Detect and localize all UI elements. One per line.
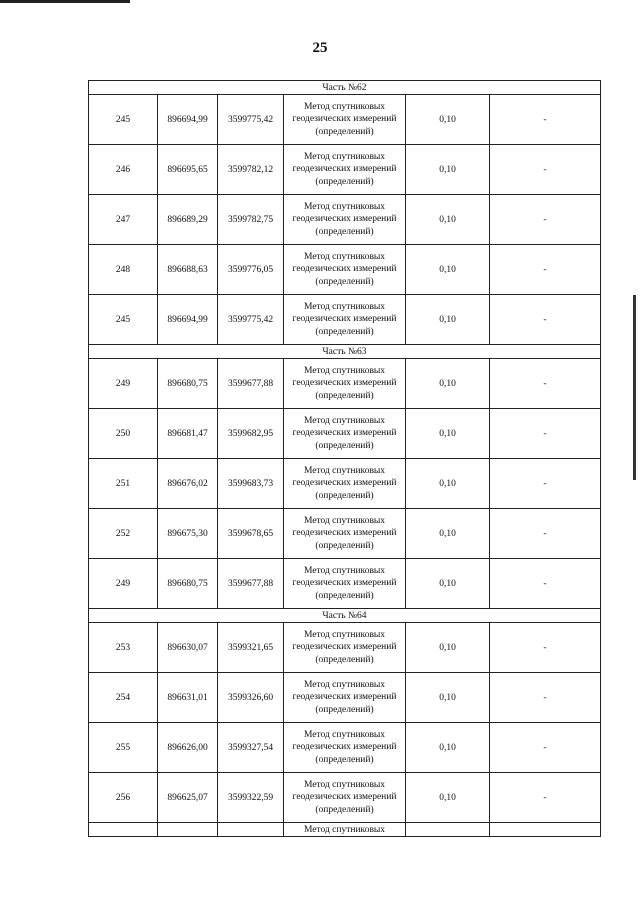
accuracy-cell: 0,10 [406, 195, 490, 245]
y-coordinate-cell: 3599782,75 [218, 195, 284, 245]
point-number-cell: 254 [89, 673, 158, 723]
empty-cell [490, 823, 601, 837]
accuracy-cell: 0,10 [406, 359, 490, 409]
x-coordinate-cell: 896630,07 [158, 623, 218, 673]
point-number-cell: 256 [89, 773, 158, 823]
section-header-row [89, 609, 601, 623]
accuracy-cell: 0,10 [406, 459, 490, 509]
point-number-cell: 253 [89, 623, 158, 673]
note-cell: - [490, 673, 601, 723]
accuracy-cell: 0,10 [406, 409, 490, 459]
note-cell: - [490, 559, 601, 609]
x-coordinate-cell: 896694,99 [158, 295, 218, 345]
table-row [89, 295, 601, 345]
point-number-cell: 249 [89, 559, 158, 609]
method-cell: Метод спутниковых [284, 823, 406, 837]
note-cell: - [490, 245, 601, 295]
accuracy-cell: 0,10 [406, 145, 490, 195]
y-coordinate-cell: 3599677,88 [218, 559, 284, 609]
point-number-cell: 245 [89, 95, 158, 145]
table-row [89, 95, 601, 145]
method-cell: Метод спутниковых геодезических измерений (определений) [284, 723, 406, 773]
x-coordinate-cell: 896688,63 [158, 245, 218, 295]
empty-cell [406, 823, 490, 837]
accuracy-cell: 0,10 [406, 245, 490, 295]
empty-cell [158, 823, 218, 837]
method-cell: Метод спутниковых геодезических измерений (определений) [284, 673, 406, 723]
page-number: 25 [312, 40, 328, 56]
table-row-truncated [89, 823, 601, 837]
section-title: Часть №62 [89, 81, 601, 95]
note-cell: - [490, 509, 601, 559]
note-cell: - [490, 623, 601, 673]
x-coordinate-cell: 896689,29 [158, 195, 218, 245]
method-cell: Метод спутниковых геодезических измерений (определений) [284, 359, 406, 409]
point-number-cell: 252 [89, 509, 158, 559]
section-title: Часть №64 [89, 609, 601, 623]
accuracy-cell: 0,10 [406, 723, 490, 773]
table-row [89, 409, 601, 459]
note-cell: - [490, 359, 601, 409]
point-number-cell: 247 [89, 195, 158, 245]
point-number-cell: 250 [89, 409, 158, 459]
accuracy-cell: 0,10 [406, 673, 490, 723]
table-row [89, 723, 601, 773]
table-row [89, 145, 601, 195]
table-row [89, 195, 601, 245]
x-coordinate-cell: 896694,99 [158, 95, 218, 145]
note-cell: - [490, 723, 601, 773]
x-coordinate-cell: 896681,47 [158, 409, 218, 459]
x-coordinate-cell: 896631,01 [158, 673, 218, 723]
method-cell: Метод спутниковых геодезических измерений (определений) [284, 95, 406, 145]
table-row [89, 673, 601, 723]
table-row [89, 509, 601, 559]
accuracy-cell: 0,10 [406, 623, 490, 673]
y-coordinate-cell: 3599678,65 [218, 509, 284, 559]
note-cell: - [490, 95, 601, 145]
y-coordinate-cell: 3599326,60 [218, 673, 284, 723]
y-coordinate-cell: 3599682,95 [218, 409, 284, 459]
x-coordinate-cell: 896680,75 [158, 559, 218, 609]
point-number-cell: 255 [89, 723, 158, 773]
section-header-row [89, 81, 601, 95]
section-header-row [89, 345, 601, 359]
method-cell: Метод спутниковых геодезических измерений (определений) [284, 145, 406, 195]
accuracy-cell: 0,10 [406, 95, 490, 145]
note-cell: - [490, 195, 601, 245]
scan-edge-mark [633, 295, 636, 480]
top-rule [0, 0, 130, 3]
y-coordinate-cell: 3599322,59 [218, 773, 284, 823]
point-number-cell: 249 [89, 359, 158, 409]
empty-cell [89, 823, 158, 837]
x-coordinate-cell: 896675,30 [158, 509, 218, 559]
x-coordinate-cell: 896695,65 [158, 145, 218, 195]
y-coordinate-cell: 3599677,88 [218, 359, 284, 409]
y-coordinate-cell: 3599775,42 [218, 95, 284, 145]
y-coordinate-cell: 3599782,12 [218, 145, 284, 195]
method-cell: Метод спутниковых геодезических измерений (определений) [284, 245, 406, 295]
x-coordinate-cell: 896680,75 [158, 359, 218, 409]
note-cell: - [490, 145, 601, 195]
accuracy-cell: 0,10 [406, 295, 490, 345]
empty-cell [218, 823, 284, 837]
accuracy-cell: 0,10 [406, 509, 490, 559]
y-coordinate-cell: 3599775,42 [218, 295, 284, 345]
point-number-cell: 251 [89, 459, 158, 509]
x-coordinate-cell: 896626,00 [158, 723, 218, 773]
y-coordinate-cell: 3599776,05 [218, 245, 284, 295]
note-cell: - [490, 295, 601, 345]
method-cell: Метод спутниковых геодезических измерений (определений) [284, 773, 406, 823]
method-cell: Метод спутниковых геодезических измерений (определений) [284, 623, 406, 673]
table-row [89, 359, 601, 409]
note-cell: - [490, 459, 601, 509]
method-cell: Метод спутниковых геодезических измерений (определений) [284, 295, 406, 345]
method-cell: Метод спутниковых геодезических измерений (определений) [284, 559, 406, 609]
note-cell: - [490, 773, 601, 823]
point-number-cell: 248 [89, 245, 158, 295]
accuracy-cell: 0,10 [406, 559, 490, 609]
table-row [89, 559, 601, 609]
x-coordinate-cell: 896676,02 [158, 459, 218, 509]
y-coordinate-cell: 3599327,54 [218, 723, 284, 773]
coordinates-table [88, 80, 601, 837]
y-coordinate-cell: 3599321,65 [218, 623, 284, 673]
point-number-cell: 246 [89, 145, 158, 195]
table-row [89, 623, 601, 673]
method-cell: Метод спутниковых геодезических измерений (определений) [284, 459, 406, 509]
note-cell: - [490, 409, 601, 459]
table-row [89, 459, 601, 509]
x-coordinate-cell: 896625,07 [158, 773, 218, 823]
table-row [89, 773, 601, 823]
point-number-cell: 245 [89, 295, 158, 345]
accuracy-cell: 0,10 [406, 773, 490, 823]
method-cell: Метод спутниковых геодезических измерений (определений) [284, 509, 406, 559]
y-coordinate-cell: 3599683,73 [218, 459, 284, 509]
method-cell: Метод спутниковых геодезических измерений (определений) [284, 409, 406, 459]
method-cell: Метод спутниковых геодезических измерений (определений) [284, 195, 406, 245]
table-row [89, 245, 601, 295]
section-title: Часть №63 [89, 345, 601, 359]
